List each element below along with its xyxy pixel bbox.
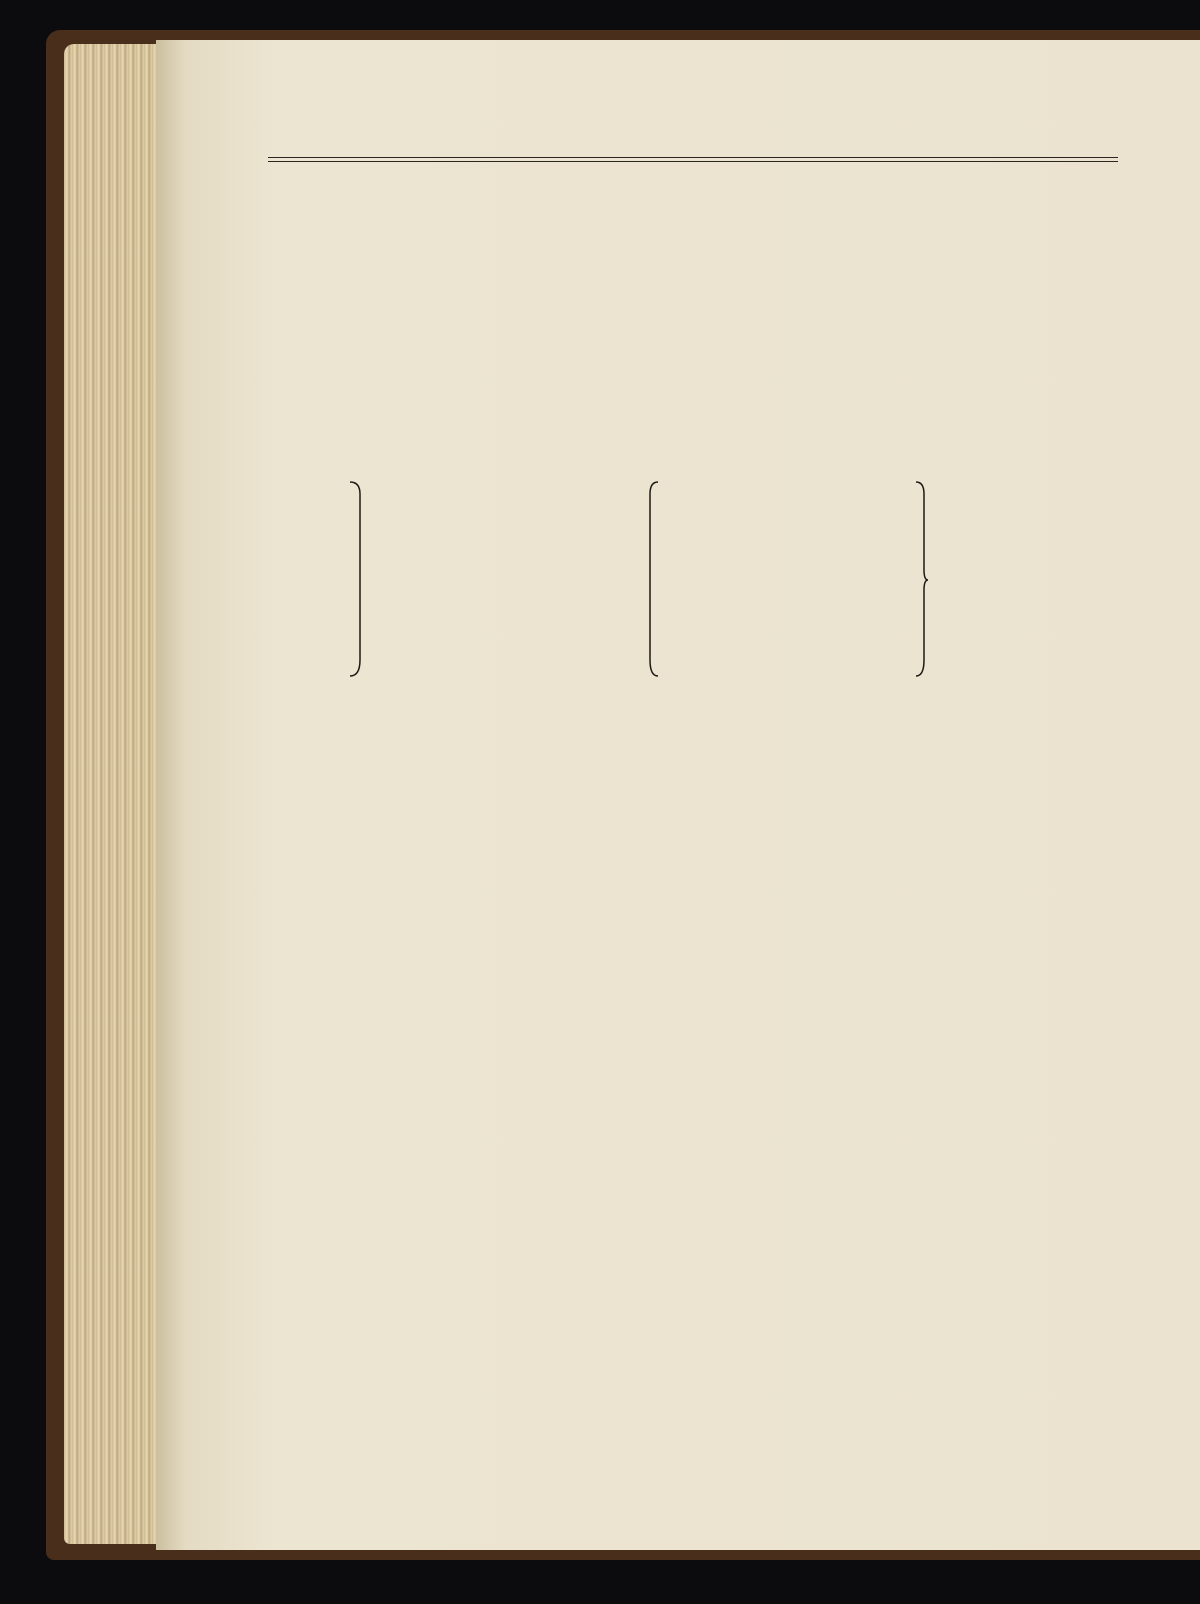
page-edges	[64, 44, 156, 1544]
header-rule-bottom	[268, 161, 1118, 162]
book-page	[156, 40, 1200, 1550]
middle-left-brace	[646, 480, 660, 680]
header-rule-top	[268, 157, 1118, 158]
left-brace	[346, 480, 366, 680]
right-brace	[914, 480, 930, 680]
